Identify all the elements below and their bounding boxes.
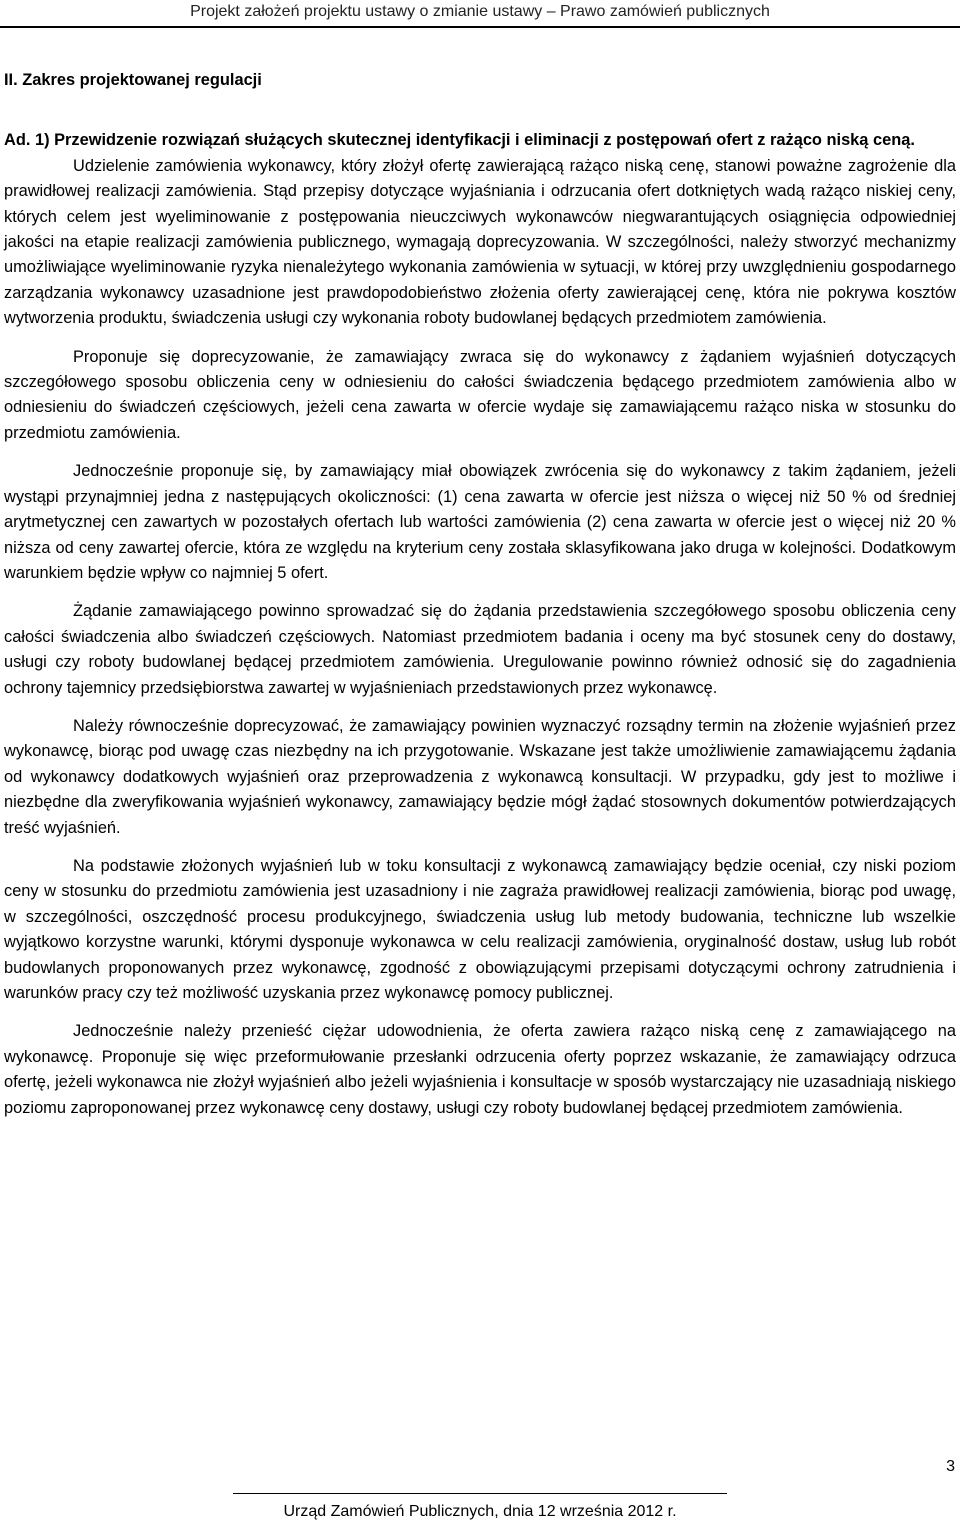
- footer-text: Urząd Zamówień Publicznych, dnia 12 września 2012 r.: [283, 1503, 677, 1520]
- paragraph-7: Jednocześnie należy przenieść ciężar udowodnienia, że oferta zawiera rażąco niską cenę z zamawiającego na wykonawcę. Proponuje się więc przeformułowanie przesłanki odrzucenia oferty poprzez wskazanie, że zamawiający odrzuca ofertę, jeżeli wykonawca nie złożył wyjaśnień albo jeżeli wyjaśnienia i konsultacje w sposób wystarczający nie uzasadniają niskiego poziomu zaproponowanej przez wykonawcę ceny dostawy, usługi czy roboty budowlanej będącej przedmiotem zamówienia.: [4, 1022, 956, 1117]
- paragraph-3: Jednocześnie proponuje się, by zamawiający miał obowiązek zwrócenia się do wykonawcy z takim żądaniem, jeżeli wystąpi przynajmniej jedna z następujących okoliczności: (1) cena zawarta w ofercie jest niższa o więcej niż 50 % od średniej arytmetycznej cen zawartych w pozostałych ofertach lub wartości zamówienia (2) cena zawarta w ofercie jest o więcej niż 20 % niższa od ceny zawartej ofercie, która ze względu na kryterium ceny została sklasyfikowana jako druga w kolejności. Dodatkowym warunkiem będzie wpływ co najmniej 5 ofert.: [4, 462, 956, 582]
- footer-rule: [233, 1493, 727, 1494]
- paragraph-6: Na podstawie złożonych wyjaśnień lub w toku konsultacji z wykonawcą zamawiający będzie oceniał, czy niski poziom ceny w stosunku do przedmiotu zamówienia jest uzasadniony i nie zagraża prawidłowej realizacji zamówienia, biorąc pod uwagę, w szczególności, oszczędność procesu produkcyjnego, świadczenia usług lub metody budowania, techniczne lub wszelkie wyjątkowo korzystne warunki, którymi dysponuje wykonawca w celu realizacji zamówienia, oryginalność dostaw, usług lub robót budowlanych proponowanych przez wykonawcę, zgodność z obowiązującymi przepisami dotyczącymi ochrony zatrudnienia i warunków pracy czy też możliwość uzyskania przez wykonawcę pomocy publicznej.: [4, 856, 956, 1002]
- section-heading: II. Zakres projektowanej regulacji: [4, 71, 262, 89]
- paragraph-1: Udzielenie zamówienia wykonawcy, który złożył ofertę zawierającą rażąco niską cenę, stanowi poważne zagrożenie dla prawidłowej realizacji zamówienia. Stąd przepisy dotyczące wyjaśniania i odrzucania ofert dotkniętych wadą rażąco niskiej ceny, których celem jest wyeliminowanie z postępowania nieuczciwych wykonawców niegwarantujących osiągnięcia odpowiedniej jakości na etapie realizacji zamówienia publicznego, wymagają doprecyzowania. W szczególności, należy stworzyć mechanizmy umożliwiające wyeliminowanie ryzyka nienależytego wykonania zamówienia w sytuacji, w której przy uwzględnieniu gospodarnego zarządzania wykonawcy uzasadnione jest prawdopodobieństwo złożenia oferty zawierającej cenę, która nie pokrywa kosztów wytworzenia produktu, świadczenia usługi czy wykonania roboty budowlanej będących przedmiotem zamówienia.: [4, 156, 956, 328]
- page-number: 3: [946, 1458, 955, 1475]
- header-rule: [0, 26, 960, 28]
- document-body: [4, 68, 956, 1121]
- paragraph-2: Proponuje się doprecyzowanie, że zamawiający zwraca się do wykonawcy z żądaniem wyjaśnień dotyczących szczegółowego sposobu obliczenia ceny w odniesieniu do całości świadczenia będącego przedmiotem zamówienia albo w odniesieniu do świadczeń częściowych, jeżeli cena zawarta w ofercie wydaje się zamawiającemu rażąco niska w stosunku do przedmiotu zamówienia.: [4, 347, 956, 442]
- header-title: Projekt założeń projektu ustawy o zmianie ustawy – Prawo zamówień publicznych: [190, 3, 770, 20]
- ad-heading: Ad. 1) Przewidzenie rozwiązań służących skutecznej identyfikacji i eliminacji z postępowań ofert z rażąco niską ceną.: [4, 131, 915, 150]
- paragraph-5: Należy równocześnie doprecyzować, że zamawiający powinien wyznaczyć rozsądny termin na złożenie wyjaśnień przez wykonawcę, biorąc pod uwagę czas niezbędny na ich przygotowanie. Wskazane jest także umożliwienie zamawiającemu żądania od wykonawcy dodatkowych wyjaśnień oraz przeprowadzenia z wykonawcą konsultacji. W przypadku, gdy jest to możliwe i niezbędne dla zweryfikowania wyjaśnień wykonawcy, zamawiający będzie mógł żądać stosownych dokumentów potwierdzających treść wyjaśnień.: [4, 716, 956, 837]
- paragraph-4: Żądanie zamawiającego powinno sprowadzać się do żądania przedstawienia szczegółowego sposobu obliczenia ceny całości świadczenia albo świadczeń częściowych. Natomiast przedmiotem badania i oceny ma być stosunek ceny do dostawy, usługi czy roboty budowlanej będącej przedmiotem zamówienia. Uregulowanie powinno również odnosić się do zagadnienia ochrony tajemnicy przedsiębiorstwa zawartej w wyjaśnieniach przedstawionych przez wykonawcę.: [4, 602, 956, 697]
